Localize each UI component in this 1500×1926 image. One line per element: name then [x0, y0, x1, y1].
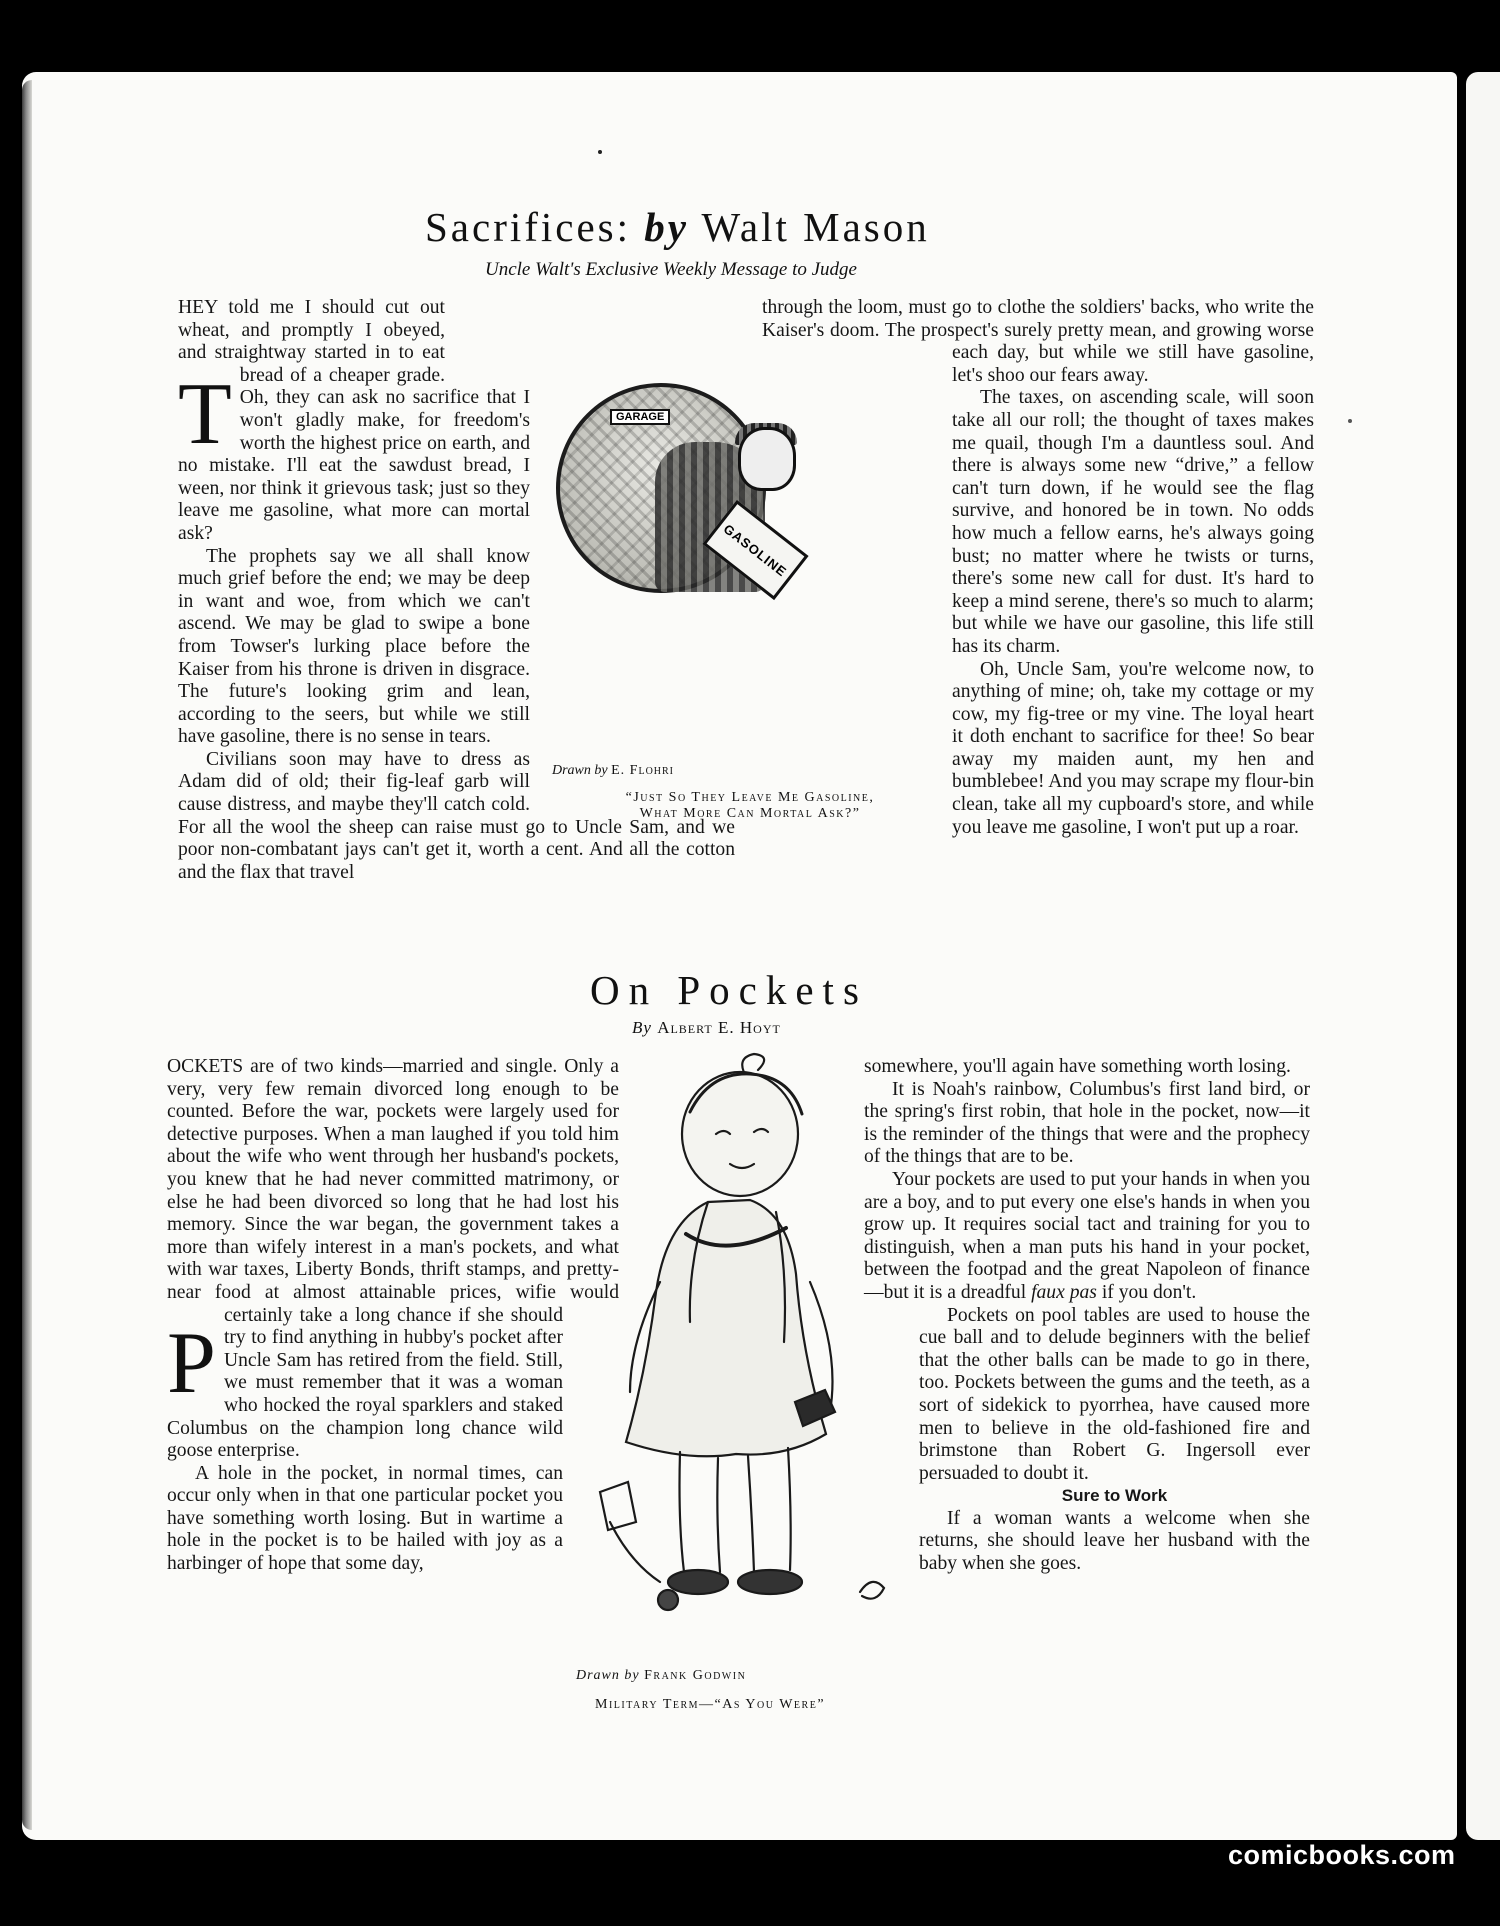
- paragraph-lead: HEY told me I should cut out wheat, and promptly I obeyed, and straightway started in to eat bread of a cheaper grade. Oh, they can ask no sacrifice that: [178, 297, 516, 409]
- toddler-illustration: [590, 1052, 910, 1612]
- paragraph: If a woman wants a welcome when she returns, she should leave her husband with the baby when she goes.: [919, 1507, 1310, 1575]
- toddler-drawing: [600, 1054, 884, 1610]
- illustration-credit: [576, 1668, 746, 1684]
- next-page-edge: [1466, 72, 1500, 1840]
- paragraph: through the loom, must go to clothe the soldiers' backs, who write the Kaiser's doom. The prospect's surely pretty mean, and growing worse each day, but while we still have gasoline, let's shoo our fears away.: [762, 297, 1314, 386]
- title-author: Walt Mason: [701, 204, 930, 250]
- print-speck: [1348, 419, 1352, 423]
- credit-drawn: Drawn by: [552, 763, 608, 778]
- gasoline-can: GASOLINE: [702, 500, 808, 600]
- caption-line: What More Can Mortal Ask?”: [639, 806, 861, 821]
- paragraph-rest: I won't gladly make, for freedom's worth the highest price on earth, and no mistake. I'll eat the sawdust bread, I ween, nor think it grievous task; just so they leave me gasoline, what more can mortal ask?: [178, 387, 530, 544]
- title-main: Sacrifices:: [425, 204, 632, 250]
- article-title-sacrifices: [425, 203, 930, 251]
- credit-artist: E. Flohri: [611, 763, 675, 778]
- page-binding-edge: [22, 80, 32, 1830]
- paragraph: [167, 1056, 619, 1463]
- article-title-on-pockets: On Pockets: [590, 967, 868, 1013]
- print-speck: [598, 150, 602, 154]
- drop-cap: P: [167, 1315, 216, 1412]
- caption-line: “Just So They Leave Me Gasoline,: [625, 790, 875, 805]
- paragraph: somewhere, you'll again have something worth losing.: [864, 1056, 1291, 1077]
- article2-column-right: [864, 1056, 1310, 1926]
- paragraph: The taxes, on ascending scale, will soon take all our roll; the thought of taxes makes me quail, though I'm a dauntless soul. And there is always some new “drive,” a fellow can't turn down, if he would see the flag survive, and honored be in town. No odds how much a fellow earns, he's always going bust; no matter where he twists or turns, there's some new call for dust. It's hard to keep a mind serene, there's so much to alarm; but while we have our gasoline, this life still has its charm.: [952, 387, 1314, 657]
- illustration-caption: [580, 790, 920, 822]
- subhead-sure-to-work: Sure to Work: [1061, 1486, 1168, 1506]
- paragraph-text: Your pockets are used to put your hands in when you are a boy, and to put every one else's hands in when you grow up. It requires social tact and training for you to distinguish, when a man puts his hand in your pocket, between the footpad and the great Napoleon of finance—but it is a dreadful: [864, 1168, 1310, 1303]
- site-watermark: comicbooks.com: [1228, 1840, 1456, 1870]
- article2-column-left: [167, 1056, 619, 1926]
- illustration-caption: Military Term—“As You Were”: [595, 1697, 826, 1712]
- paragraph-emphasis: faux pas: [1031, 1281, 1097, 1303]
- article-subtitle: Uncle Walt's Exclusive Weekly Message to Judge: [485, 259, 857, 280]
- paragraph: The prophets say we all shall know much grief before the end; we may be deep in want and woe, from which we can't ascend. We may be glad to swipe a bone from Towser's lurking place before the Kaiser from his throne is driven in disgrace. The future's looking grim and lean, according to the seers, but while we still have gasoline, there is no sense in tears.: [178, 545, 530, 748]
- garage-illustration: [556, 383, 791, 593]
- head-shape: [738, 427, 796, 491]
- paragraph: Pockets on pool tables are used to house the cue ball and to delude beginners with the belief that the other balls can be made to go in there, too. Pockets between the gums and the teeth, as a sort of sidekick to pyorrhea, have caused more men to believe in the old-fashioned fire and brimstone than Robert G. Ingersoll ever persuaded to doubt it.: [919, 1304, 1310, 1484]
- byline-by: By: [632, 1018, 652, 1037]
- article-byline: [632, 1018, 781, 1038]
- title-by: by: [644, 204, 689, 250]
- paragraph-text: OCKETS are of two kinds—married and single. Only a very, very few remain divorced long enough to be counted. Before the war, pockets were largely used for detective purposes. When a man laughed if you told him about the wife who went through her husband's pockets, you knew that he had never committed matrimony, or else he had been divorced so long that he had lost his memory. Since the war began, the government takes a more than wifely interest in a man's pockets, and what with war taxes, Liberty Bonds, thrift stamps, and pretty-near food at almost attainable prices, wifie would certainly take a long chance if she should try to find anything in hubby's pocket after Uncle Sam has retired from the field. Still, we must remember that it was a woman who hocked the royal sparklers and staked Columbus on the champion long chance wild goose enterprise.: [167, 1056, 619, 1462]
- garage-sign: GARAGE: [610, 409, 670, 425]
- byline-author: Albert E. Hoyt: [657, 1018, 781, 1037]
- paragraph: Civilians soon may have to dress as Adam did of old; their fig-leaf garb will cause distress, and maybe they'll catch cold. For all the wool the sheep can raise must go to Uncle Sam, and we poor non-combatant jays can't get it, worth a cent. And all the cotton and the flax that travel: [178, 748, 735, 883]
- paragraph: A hole in the pocket, in normal times, can occur only when in that one particular pocket you have something worth losing. But in wartime a hole in the pocket is to be hailed with joy as a harbinger of hope that some day,: [167, 1462, 563, 1575]
- paragraph: It is Noah's rainbow, Columbus's first land bird, or the spring's first robin, that hole in the pocket, now—it is the reminder of the things that were and the prophecy of the things that are to be.: [864, 1078, 1310, 1168]
- drop-cap: T: [178, 366, 232, 463]
- paragraph-text: if you don't.: [1101, 1281, 1197, 1303]
- article1-column-right: [762, 297, 1314, 917]
- paragraph: [864, 1169, 1310, 1305]
- illustration-credit: [552, 763, 674, 779]
- credit-artist: Frank Godwin: [644, 1668, 747, 1683]
- paragraph: Oh, Uncle Sam, you're welcome now, to anything of mine; oh, take my cottage or my cow, my fig-tree or my vine. The loyal heart it doth enchant to sacrifice for thee! So bear away my maiden aunt, my hen and bumblebee! And you may scrape my flour-bin clean, take all my cupboard's store, and while you leave me gasoline, I won't put up a roar.: [952, 658, 1314, 838]
- credit-drawn: Drawn by: [576, 1668, 640, 1683]
